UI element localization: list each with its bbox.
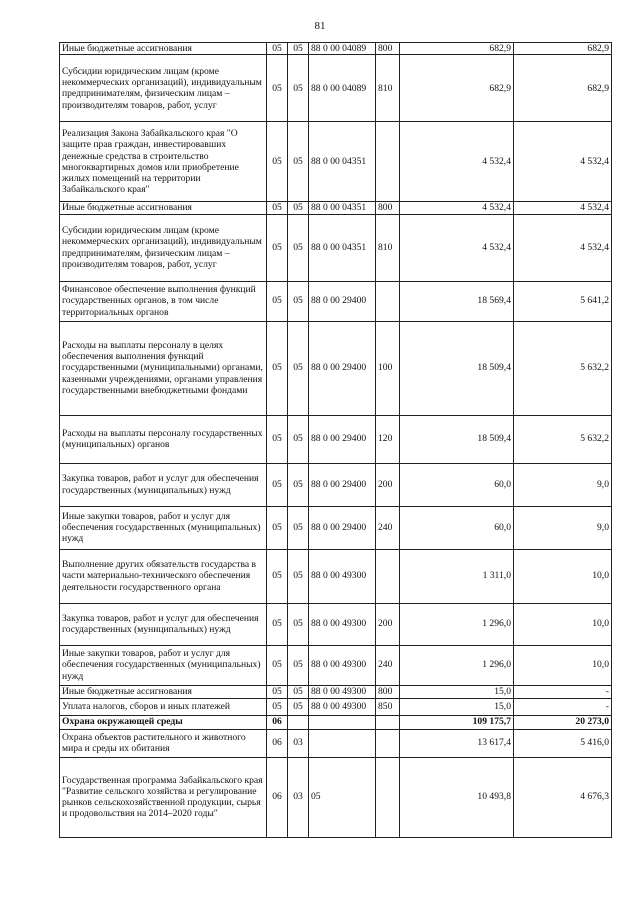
cell-value1: 15,0 xyxy=(400,698,514,715)
cell-section: 05 xyxy=(267,698,288,715)
cell-exp-type: 100 xyxy=(376,321,400,415)
cell-value1: 60,0 xyxy=(400,506,514,549)
cell-subsection: 05 xyxy=(288,463,309,506)
cell-target: 88 0 00 04351 xyxy=(309,122,376,202)
cell-target: 05 xyxy=(309,757,376,837)
cell-target: 88 0 00 29400 xyxy=(309,415,376,463)
table-row xyxy=(60,415,612,463)
cell-value2: 5 416,0 xyxy=(514,729,612,757)
budget-table xyxy=(59,42,612,838)
cell-subsection: 05 xyxy=(288,685,309,698)
cell-section: 05 xyxy=(267,603,288,645)
cell-name: Закупка товаров, работ и услуг для обеспечения государственных (муниципальных) нужд xyxy=(60,463,267,506)
table-row xyxy=(60,645,612,685)
cell-name: Уплата налогов, сборов и иных платежей xyxy=(60,698,267,715)
cell-target: 88 0 00 29400 xyxy=(309,463,376,506)
cell-target xyxy=(309,715,376,729)
cell-target: 88 0 00 29400 xyxy=(309,281,376,321)
cell-section: 05 xyxy=(267,55,288,122)
cell-value2: 10,0 xyxy=(514,645,612,685)
cell-exp-type xyxy=(376,729,400,757)
cell-value2: 5 641,2 xyxy=(514,281,612,321)
cell-target: 88 0 00 29400 xyxy=(309,321,376,415)
cell-name: Субсидии юридическим лицам (кроме некоммерческих организаций), индивидуальным предпринимателям, физическим лицам – производителям товаров, работ, услуг xyxy=(60,214,267,281)
cell-subsection: 05 xyxy=(288,122,309,202)
cell-section: 05 xyxy=(267,685,288,698)
cell-section: 05 xyxy=(267,122,288,202)
cell-value1: 1 296,0 xyxy=(400,645,514,685)
table-row xyxy=(60,506,612,549)
cell-subsection: 05 xyxy=(288,506,309,549)
cell-value2: - xyxy=(514,698,612,715)
cell-value2: 10,0 xyxy=(514,603,612,645)
cell-exp-type xyxy=(376,757,400,837)
cell-name: Расходы на выплаты персоналу в целях обеспечения выполнения функций государственными (муниципальными) органами, казенными учреждениями, органами управления государственными внебюджетными фондами xyxy=(60,321,267,415)
cell-subsection: 05 xyxy=(288,698,309,715)
cell-target: 88 0 00 49300 xyxy=(309,685,376,698)
cell-name: Иные бюджетные ассигнования xyxy=(60,685,267,698)
cell-section: 05 xyxy=(267,214,288,281)
cell-exp-type: 850 xyxy=(376,698,400,715)
cell-value2: 5 632,2 xyxy=(514,321,612,415)
cell-value1: 10 493,8 xyxy=(400,757,514,837)
table-row xyxy=(60,603,612,645)
cell-value1: 60,0 xyxy=(400,463,514,506)
cell-exp-type: 240 xyxy=(376,645,400,685)
table-row xyxy=(60,685,612,698)
cell-subsection: 05 xyxy=(288,55,309,122)
cell-name: Финансовое обеспечение выполнения функций государственных органов, в том числе территориальных органов xyxy=(60,281,267,321)
table-row xyxy=(60,549,612,603)
cell-value1: 1 311,0 xyxy=(400,549,514,603)
cell-value2: 4 532,4 xyxy=(514,122,612,202)
table-row xyxy=(60,729,612,757)
cell-exp-type: 200 xyxy=(376,463,400,506)
cell-value1: 682,9 xyxy=(400,43,514,55)
cell-exp-type xyxy=(376,281,400,321)
cell-exp-type xyxy=(376,549,400,603)
table-row xyxy=(60,202,612,214)
cell-value1: 13 617,4 xyxy=(400,729,514,757)
table-row xyxy=(60,463,612,506)
cell-section: 05 xyxy=(267,506,288,549)
cell-value1: 109 175,7 xyxy=(400,715,514,729)
cell-value1: 1 296,0 xyxy=(400,603,514,645)
table-row xyxy=(60,214,612,281)
cell-name: Расходы на выплаты персоналу государственных (муниципальных) органов xyxy=(60,415,267,463)
cell-target: 88 0 00 04351 xyxy=(309,214,376,281)
cell-exp-type: 810 xyxy=(376,55,400,122)
cell-name: Иные закупки товаров, работ и услуг для обеспечения государственных (муниципальных) нужд xyxy=(60,645,267,685)
table-row xyxy=(60,281,612,321)
cell-target: 88 0 00 29400 xyxy=(309,506,376,549)
cell-subsection xyxy=(288,715,309,729)
cell-exp-type: 810 xyxy=(376,214,400,281)
table-row xyxy=(60,321,612,415)
cell-value2: 4 532,4 xyxy=(514,214,612,281)
cell-section: 05 xyxy=(267,281,288,321)
cell-exp-type: 200 xyxy=(376,603,400,645)
cell-value1: 4 532,4 xyxy=(400,202,514,214)
cell-subsection: 05 xyxy=(288,321,309,415)
cell-value1: 18 509,4 xyxy=(400,321,514,415)
cell-value2: 9,0 xyxy=(514,506,612,549)
cell-value2: 682,9 xyxy=(514,43,612,55)
cell-name: Закупка товаров, работ и услуг для обеспечения государственных (муниципальных) нужд xyxy=(60,603,267,645)
cell-exp-type xyxy=(376,715,400,729)
cell-name: Государственная программа Забайкальского края "Развитие сельского хозяйства и регулирование рынков сельскохозяйственной продукции, сырья и продовольствия на 2014–2020 годы" xyxy=(60,757,267,837)
cell-target: 88 0 00 04089 xyxy=(309,55,376,122)
cell-section: 05 xyxy=(267,43,288,55)
cell-section: 05 xyxy=(267,321,288,415)
cell-name: Выполнение других обязательств государства в части материально-технического обеспечения деятельности государственного органа xyxy=(60,549,267,603)
cell-subsection: 05 xyxy=(288,549,309,603)
cell-exp-type: 800 xyxy=(376,43,400,55)
cell-name: Иные бюджетные ассигнования xyxy=(60,202,267,214)
cell-value2: 10,0 xyxy=(514,549,612,603)
cell-value2: 5 632,2 xyxy=(514,415,612,463)
cell-section: 05 xyxy=(267,463,288,506)
cell-name: Охрана объектов растительного и животного мира и среды их обитания xyxy=(60,729,267,757)
table-row xyxy=(60,43,612,55)
cell-subsection: 05 xyxy=(288,214,309,281)
cell-value1: 15,0 xyxy=(400,685,514,698)
cell-section: 05 xyxy=(267,202,288,214)
cell-subsection: 03 xyxy=(288,757,309,837)
cell-value2: 682,9 xyxy=(514,55,612,122)
cell-name: Субсидии юридическим лицам (кроме некоммерческих организаций), индивидуальным предпринимателям, физическим лицам – производителям товаров, работ, услуг xyxy=(60,55,267,122)
cell-target: 88 0 00 49300 xyxy=(309,698,376,715)
cell-section: 05 xyxy=(267,645,288,685)
cell-section: 05 xyxy=(267,549,288,603)
cell-subsection: 03 xyxy=(288,729,309,757)
cell-subsection: 05 xyxy=(288,603,309,645)
cell-exp-type: 240 xyxy=(376,506,400,549)
cell-value2: 4 532,4 xyxy=(514,202,612,214)
cell-value1: 682,9 xyxy=(400,55,514,122)
cell-section: 06 xyxy=(267,757,288,837)
cell-exp-type xyxy=(376,122,400,202)
table-row xyxy=(60,55,612,122)
table-row xyxy=(60,122,612,202)
table-row xyxy=(60,698,612,715)
cell-name: Иные бюджетные ассигнования xyxy=(60,43,267,55)
table-row-section-total xyxy=(60,715,612,729)
cell-value1: 18 509,4 xyxy=(400,415,514,463)
cell-name: Реализация Закона Забайкальского края "О защите прав граждан, инвестировавших денежные средства в строительство многоквартирных домов или приобретение жилых помещений на территории Забайкальского края" xyxy=(60,122,267,202)
cell-value2: 9,0 xyxy=(514,463,612,506)
cell-exp-type: 120 xyxy=(376,415,400,463)
budget-table-body xyxy=(60,43,612,838)
page-number: 81 xyxy=(314,20,326,32)
cell-subsection: 05 xyxy=(288,281,309,321)
table-row xyxy=(60,757,612,837)
cell-exp-type: 800 xyxy=(376,202,400,214)
cell-section: 06 xyxy=(267,715,288,729)
cell-value1: 4 532,4 xyxy=(400,214,514,281)
cell-value1: 18 569,4 xyxy=(400,281,514,321)
cell-subsection: 05 xyxy=(288,645,309,685)
cell-target: 88 0 00 49300 xyxy=(309,645,376,685)
cell-target xyxy=(309,729,376,757)
cell-value2: 20 273,0 xyxy=(514,715,612,729)
cell-target: 88 0 00 04089 xyxy=(309,43,376,55)
cell-subsection: 05 xyxy=(288,202,309,214)
cell-subsection: 05 xyxy=(288,415,309,463)
cell-name: Иные закупки товаров, работ и услуг для обеспечения государственных (муниципальных) нужд xyxy=(60,506,267,549)
cell-section: 05 xyxy=(267,415,288,463)
cell-section: 06 xyxy=(267,729,288,757)
cell-name: Охрана окружающей среды xyxy=(60,715,267,729)
cell-value2: - xyxy=(514,685,612,698)
cell-target: 88 0 00 49300 xyxy=(309,549,376,603)
cell-value2: 4 676,3 xyxy=(514,757,612,837)
cell-subsection: 05 xyxy=(288,43,309,55)
cell-target: 88 0 00 04351 xyxy=(309,202,376,214)
cell-target: 88 0 00 49300 xyxy=(309,603,376,645)
cell-exp-type: 800 xyxy=(376,685,400,698)
cell-value1: 4 532,4 xyxy=(400,122,514,202)
